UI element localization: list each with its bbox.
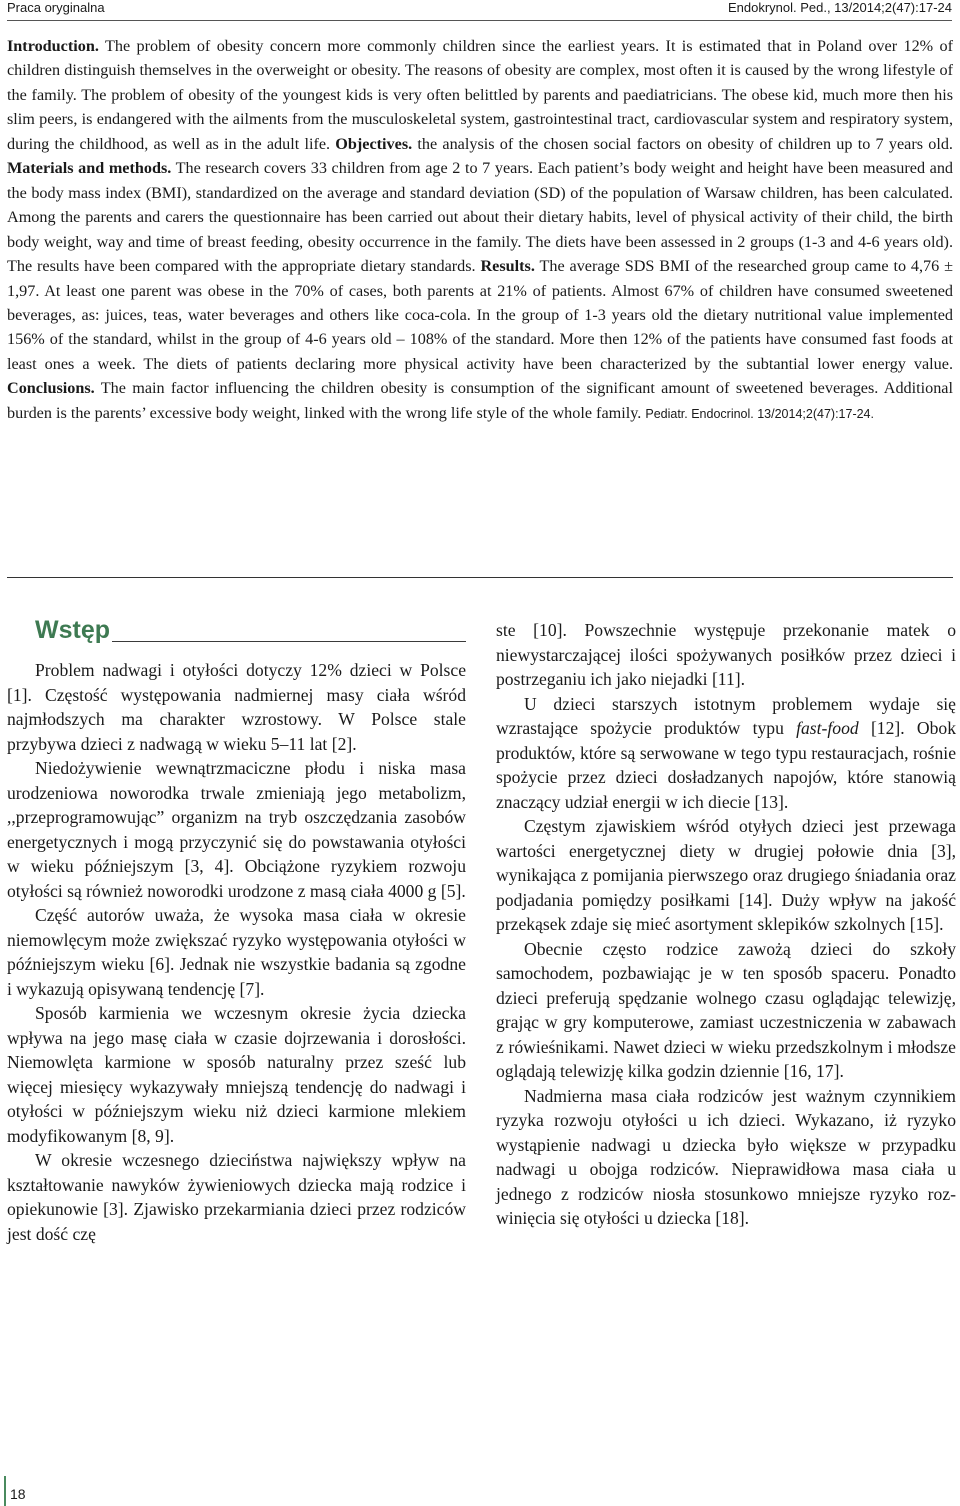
left-paragraph-2: Niedożywienie wewnątrzmaciczne płodu i niska masa urodzeniowa noworodka trwale zmieniają jego metabolizm, ,,przeprogramowując” organizm na tryb oszczędzania zasobów energetycznych i mogą przyczynić się do powstawania otyłości w wieku późniejszym [3, 4]. Obciążone ryzykiem rozwoju otyłości są również noworodki urodzone z masą ciała 4000 g [5].	[7, 758, 466, 901]
abstract-conclusions-text: The main factor influencing the children obesity is consumption of the significant amount of sweetened beverages. Additional burden is the parents’ excessive body weight, linked with the wrong life style of the whole family.	[7, 379, 953, 422]
right-paragraph-5: Nadmierna masa ciała rodziców jest ważnym czynnikiem ryzyka rozwoju otyłości u ich dzieci. Wykazano, iż ryzyko wystąpienie nadwagi u dziecka było większe w przypadku nadwagi u obojga rodziców. Nieprawidłowa masa ciała u jednego z rodziców niosła stosunkowo mniejsze ryzyko rozwinięcia się otyłości u dziecka [18].	[496, 1085, 956, 1228]
left-paragraph-4: Sposób karmienia we wczesnym okresie życia dziecka wpływa na jego masę ciała w czasie dojrzewania i dorosłości. Niemowlęta karmione w sposób naturalny przez sześć lub więcej miesięcy wykazywały mniejszą tendencję do nadwagi i otyłości w późniejszym wieku niż dzieci karmione mlekiem modyfikowanym [8, 9].	[7, 1003, 466, 1146]
right-column	[496, 618, 956, 1231]
abstract-introduction-text: The problem of obesity concern more commonly children since the earliest years. It is estimated that in Poland over 12% of children distinguish themselves in the overweight or obesity. The reasons of obesity are complex, most often it is caused by the wrong lifestyle of the family. The problem of obesity of the youngest kids is very often belittled by parents and paediatricians. The obese kid, much more then his slim peers, is endangered with the ailments from the musculoskeletal system, gastrointestinal tract, cardiovascular system and respiratory system, during the childhood, as well as in the adult life.	[7, 37, 953, 153]
section-heading	[35, 616, 466, 656]
abstract-results-label: Results.	[480, 257, 535, 276]
right-paragraph-2-end: [12]. Obok produktów, które są serwowane w tego typu restauracjach, rośnie spożycie przez dzieci dosładzanych napojów, które stanowią znaczący udział energii w ich diecie [13].	[496, 718, 956, 812]
header-divider	[7, 20, 952, 21]
abstract-citation: Pediatr. Endocrinol. 13/2014;2(47):17-24.	[645, 406, 874, 421]
abstract-divider	[7, 577, 953, 578]
abstract-results-text: The average SDS BMI of the researched group came to 4,76 ± 1,97. At least one parent was obese in the 70% of cases, both parents at 21% of patients. Almost 67% of children have consumed sweetened beverages, as: juices, teas, water beverages and others like coca-cola. In the group of 1-3 years old the dietary nutritional value implemented 156% of the standard, whilst in the group of 4-6 years old – 108% of the standard. More then 12% of the patients have consumed fast foods at least ones a week. The diets of patients declaring more physical activity have been characterized by the subtantial lower energy value.	[7, 257, 954, 373]
running-header	[7, 0, 952, 18]
left-paragraph-3: Część autorów uważa, że wysoka masa ciała w okresie niemowlęcym może zwiększać ryzyko występowania otyłości w późniejszym wieku [6]. Jednak nie wszystkie badania są zgodne i wykazują opisywaną tendencję [7].	[7, 905, 466, 999]
article-type-label: Praca oryginalna	[7, 0, 105, 15]
section-title-underline	[112, 641, 466, 642]
abstract-introduction-label: Introduction.	[7, 37, 99, 55]
abstract-methods-text: The research covers 33 children from age 2 to 7 years. Each patient’s body weight and height have been measured and the body mass index (BMI), standardized on the average and standard deviation (SD) of the population of Warsaw children, has been calculated. Among the parents and carers the questionnaire has been carried out about their dietary habits, level of physical activity of their child, the birth body weight, way and time of breast feeding, obesity occurrence in the family. The diets have been assessed in 2 groups (1-3 and 4-6 years old). The results have been compared with the appropriate dietary standards.	[7, 159, 954, 276]
page-number: 18	[10, 1486, 26, 1502]
left-paragraph-5: W okresie wczesnego dzieciństwa największy wpływ na kształtowanie nawyków żywieniowych dziecka mają rodzice i opiekunowie [3]. Zjawisko przekarmiania dzieci przez rodziców jest dość czę	[7, 1150, 466, 1244]
abstract-objectives-label: Objectives.	[335, 134, 413, 153]
right-paragraph-2	[496, 692, 956, 815]
right-paragraph-3: Częstym zjawiskiem wśród otyłych dzieci jest przewaga wartości energetycznej diety w drugiej połowie dnia [3], wynikająca z pomijania pierwszego oraz drugiego śniadania oraz podjadania pomiędzy posiłkami [14]. Duży wpływ na jakość przekąsek zdaje się mieć asortyment sklepików szkolnych [15].	[496, 816, 956, 934]
journal-citation-header: Endokrynol. Ped., 13/2014;2(47):17-24	[727, 0, 952, 15]
left-column	[7, 616, 466, 1246]
abstract-methods-label: Materials and methods.	[7, 159, 172, 178]
left-paragraph-1: Problem nadwagi i otyłości dotyczy 12% dzieci w Polsce [1]. Częstość występowania nadmiernej masy ciała wśród najmłodszych ma charakter wzrostowy. W Polsce stale przybywa dzieci z nadwagą w wieku 5–11 lat [2].	[7, 660, 466, 754]
abstract-conclusions-label: Conclusions.	[7, 379, 95, 398]
right-paragraph-1: ste [10]. Powszechnie występuje przekonanie matek o niewystarczającej ilości spożywanych posiłków przez dzieci i postrzeganiu ich jako niejadki [11].	[496, 620, 956, 689]
english-abstract	[7, 34, 953, 426]
section-title: Wstęp	[35, 616, 110, 644]
right-paragraph-2-start: U dzieci starszych istotnym problemem wydaje się wzrastające spożycie produktów typu	[496, 693, 956, 738]
right-paragraph-4: Obecnie często rodzice zawożą dzieci do szkoły samochodem, pozbawiając je w ten sposób spaceru. Ponadto dzieci preferują spędzanie wolnego czasu oglądając telewizję, grając w gry komputerowe, zamiast uczestniczenia w zabawach z rówieśnikami. Nawet dzieci w wieku przedszkolnym i młodsze oglądają telewizję kilka godzin dziennie [16, 17].	[496, 938, 956, 1081]
fast-food-term: fast-food	[796, 718, 859, 738]
page-edge-marker	[4, 1476, 6, 1506]
abstract-objectives-text: the analysis of the chosen social factors on obesity of children up to 7 years old.	[412, 134, 953, 153]
